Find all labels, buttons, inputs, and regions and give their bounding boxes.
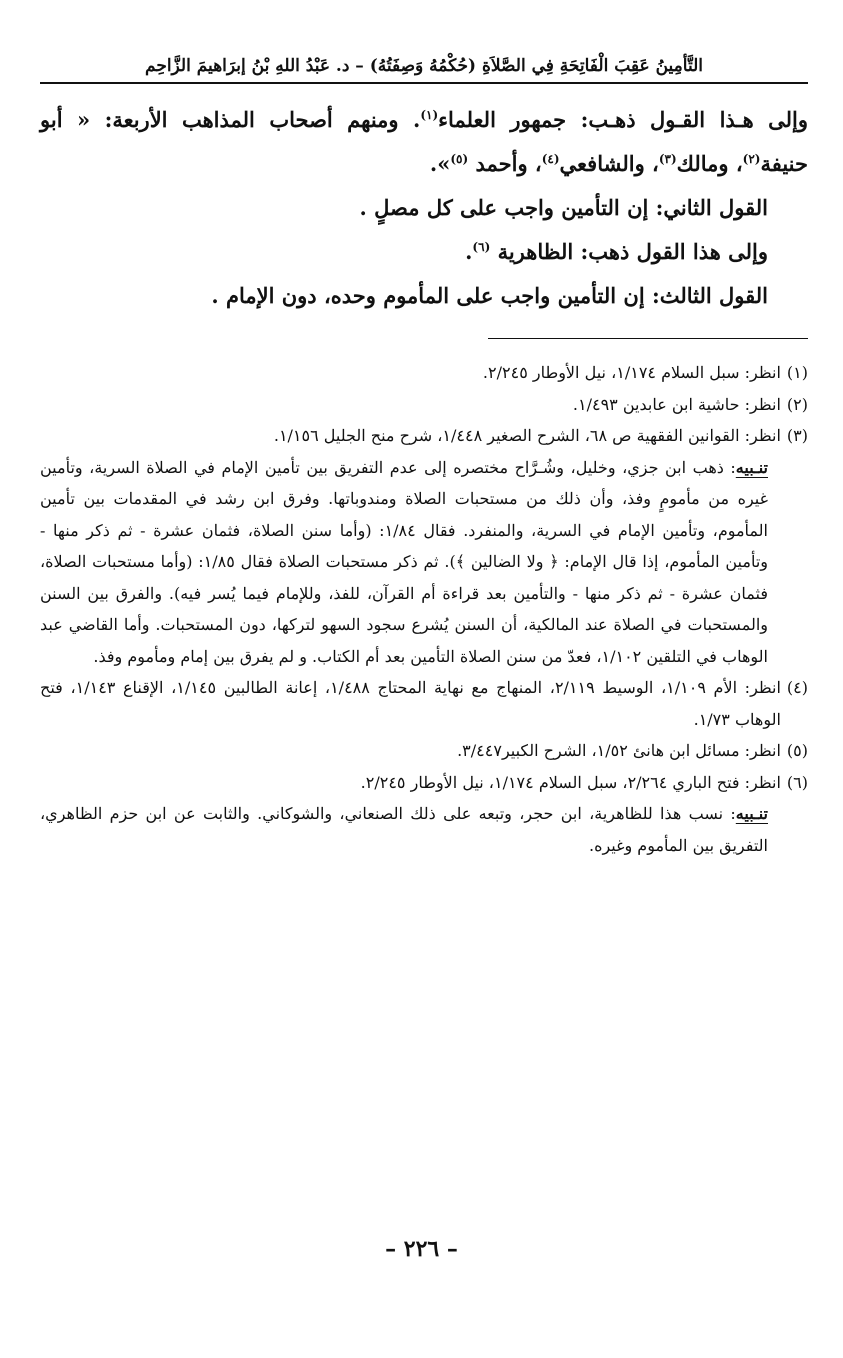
footnote-divider: [488, 338, 808, 339]
footnote-ref-3[interactable]: (٣): [658, 152, 677, 166]
footnote-number: (٢): [786, 394, 808, 414]
text-segment: وإلى هذا القول ذهب: الظاهرية: [497, 239, 768, 264]
text-segment: وإلى هـذا القـول ذهـب: جمهور العلماء: [438, 107, 808, 132]
main-text: [40, 98, 808, 318]
document-page: [40, 56, 808, 861]
text-segment: .: [465, 239, 473, 264]
footnote-ref-5[interactable]: (٥): [450, 152, 469, 166]
text-segment: ، ومالك: [676, 151, 743, 176]
footnote-6: [40, 767, 808, 799]
tanbih-text: : نسب هذا للظاهرية، ابن حجر، وتبعه على ذلك الصنعاني، والشوكاني. والثابت عن ابن حزم الظاهري، التفريق بين المأموم وغيره.: [40, 804, 768, 855]
footnote-number: (٦): [786, 772, 808, 792]
footnote-number: (١): [786, 363, 808, 382]
paragraph-second-opinion: القول الثاني: إن التأمين واجب على كل مصلٍ .: [359, 195, 768, 220]
footnote-text: انظر: فتح الباري ٢/٢٦٤، سبل السلام ١/١٧٤، نيل الأوطار ٢/٢٤٥.: [360, 772, 781, 792]
footnote-5: [40, 735, 808, 767]
text-segment: . ومنهم أصحاب المذاهب الأربعة: « أبو حنيفة: [40, 107, 808, 176]
footnote-text: انظر: القوانين الفقهية ص ٦٨، الشرح الصغير ١/٤٤٨، شرح منح الجليل ١/١٥٦.: [273, 426, 781, 445]
tanbih-label: تنـبيه: [735, 804, 768, 823]
footnote-number: (٥): [786, 741, 808, 760]
paragraph-zahiri: [40, 230, 808, 274]
running-header: التَّأمِينُ عَقِبَ الْفَاتِحَةِ فِي الصَّلاَةِ (حُكْمُهُ وَصِفَتُهُ) – د. عَبْدُ اللهِ بْنُ إبرَاهيمَ الزَّاحِم: [40, 56, 808, 84]
tanbih-note-2: [40, 798, 808, 861]
footnote-4: [40, 672, 808, 735]
tanbih-note-1: [40, 452, 808, 673]
text-segment: ، وأحمد: [475, 151, 542, 176]
footnote-ref-6[interactable]: (٦): [472, 240, 491, 254]
footnote-1: [40, 357, 808, 389]
footnote-text: انظر: حاشية ابن عابدين ١/٤٩٣.: [572, 394, 781, 414]
page-number: – ٢٢٦ –: [385, 1236, 458, 1262]
footnote-text: انظر: مسائل ابن هانئ ١/٥٢، الشرح الكبير٣/٤٤٧.: [457, 741, 781, 760]
text-segment: ، والشافعي: [559, 151, 659, 176]
footnote-ref-2[interactable]: (٢): [742, 152, 761, 166]
footnotes: [40, 357, 808, 861]
tanbih-label: تنـبيه: [735, 457, 768, 477]
paragraph-third-opinion: القول الثالث: إن التأمين واجب على المأموم وحده، دون الإمام .: [211, 283, 768, 308]
footnote-2: [40, 389, 808, 421]
footnote-text: انظر: سبل السلام ١/١٧٤، نيل الأوطار ٢/٢٤٥.: [482, 363, 781, 382]
footnote-3: [40, 420, 808, 452]
footnote-ref-1[interactable]: (١): [420, 108, 439, 122]
footnote-number: (٣): [786, 426, 808, 445]
footnote-text: انظر: الأم ١/١٠٩، الوسيط ٢/١١٩، المنهاج مع نهاية المحتاج ١/٤٨٨، إعانة الطالبين ١/١٤٥، الإقناع ١/١٤٣، فتح الوهاب ١/٧٣.: [40, 678, 781, 729]
tanbih-text: : ذهب ابن جزي، وخليل، وشُـرَّاح مختصره إلى عدم التفريق بين تأمين الإمام في الصلاة السرية، وتأمين غيره من مأمومٍ وفذ، وأن ذلك من مستحبات الصلاة ومندوباتها. وفرق ابن رشد في المقدمات بين تأمين المأموم، وتأمين الإمام في السرية، والمنفرد. فقال ١/٨٤: (وأما سنن الصلاة، فثمان عشرة - ثم ذكر منها - وتأمين المأموم، إذا قال الإمام: ﴿ ولا الضالين ﴾). ثم ذكر مستحبات الصلاة فقال ١/٨٥: (وأما مستحبات الصلاة، فثمان عشرة - ثم ذكر منها - والتأمين بعد قراءة أم القرآن، للفذ، وللإمام فيما يُسر فيه). والفرق بين السنن والمستحبات في الصلاة عند المالكية، أن السنن يُشرع سجود السهو لتركها، دون المستحبات. وأما القاضي عبد الوهاب في التلقين ١/١٠٢، فعدّ من سنن الصلاة التأمين بعد أم الكتاب. و لم يفرق بين إمام ومأموم وفذ.: [40, 457, 769, 666]
footnote-ref-4[interactable]: (٤): [541, 152, 560, 166]
text-segment: ».: [429, 151, 451, 176]
paragraph-majority-opinion: [40, 98, 808, 186]
footnote-number: (٤): [786, 678, 808, 697]
